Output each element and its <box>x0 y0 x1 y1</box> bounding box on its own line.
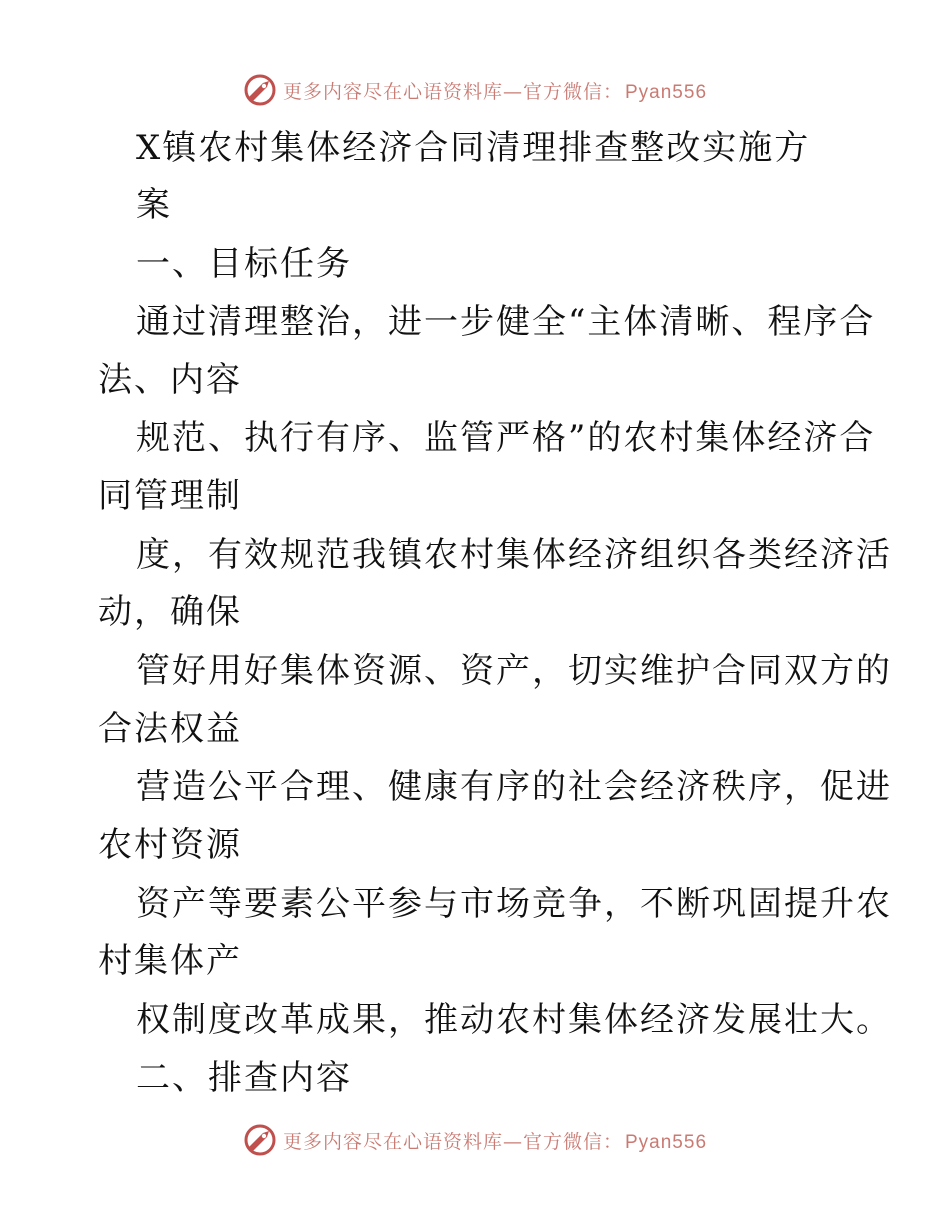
paragraph-line: 村集体产 <box>98 941 242 981</box>
paragraph-line: 营造公平合理、健康有序的社会经济秩序，促进 <box>136 767 892 807</box>
watermark-label: 更多内容尽在心语资料库—官方微信： <box>282 80 623 103</box>
logo-icon <box>243 73 277 107</box>
paragraph-line: 通过清理整治，进一步健全“主体清晰、程序合 <box>136 302 876 342</box>
header-watermark-banner <box>0 70 950 110</box>
paragraph-line: 农村资源 <box>98 825 242 865</box>
paragraph-line: 法、内容 <box>98 360 242 400</box>
logo-icon <box>243 1123 277 1157</box>
watermark-handle: Pyan556 <box>625 1131 708 1153</box>
paragraph-line: 资产等要素公平参与市场竞争，不断巩固提升农 <box>136 884 892 924</box>
paragraph-line: 权制度改革成果，推动农村集体经济发展壮大。 <box>136 1000 892 1040</box>
paragraph-line: 规范、执行有序、监管严格”的农村集体经济合 <box>136 418 876 458</box>
watermark-label: 更多内容尽在心语资料库—官方微信： <box>282 1130 623 1153</box>
document-title-line-2: 案 <box>136 185 172 225</box>
paragraph-line: 动，确保 <box>98 592 242 632</box>
watermark-text <box>283 77 707 104</box>
paragraph-line: 合法权益 <box>98 709 242 749</box>
section-heading-2: 二、排查内容 <box>136 1058 352 1098</box>
paragraph-line: 管好用好集体资源、资产，切实维护合同双方的 <box>136 651 892 691</box>
watermark-text <box>283 1127 707 1154</box>
section-heading-1: 一、目标任务 <box>136 244 352 284</box>
paragraph-line: 度，有效规范我镇农村集体经济组织各类经济活 <box>136 535 892 575</box>
footer-watermark-banner <box>0 1120 950 1160</box>
document-title-line-1: X镇农村集体经济合同清理排查整改实施方 <box>136 128 811 168</box>
watermark-handle: Pyan556 <box>625 81 708 103</box>
paragraph-line: 同管理制 <box>98 476 242 516</box>
